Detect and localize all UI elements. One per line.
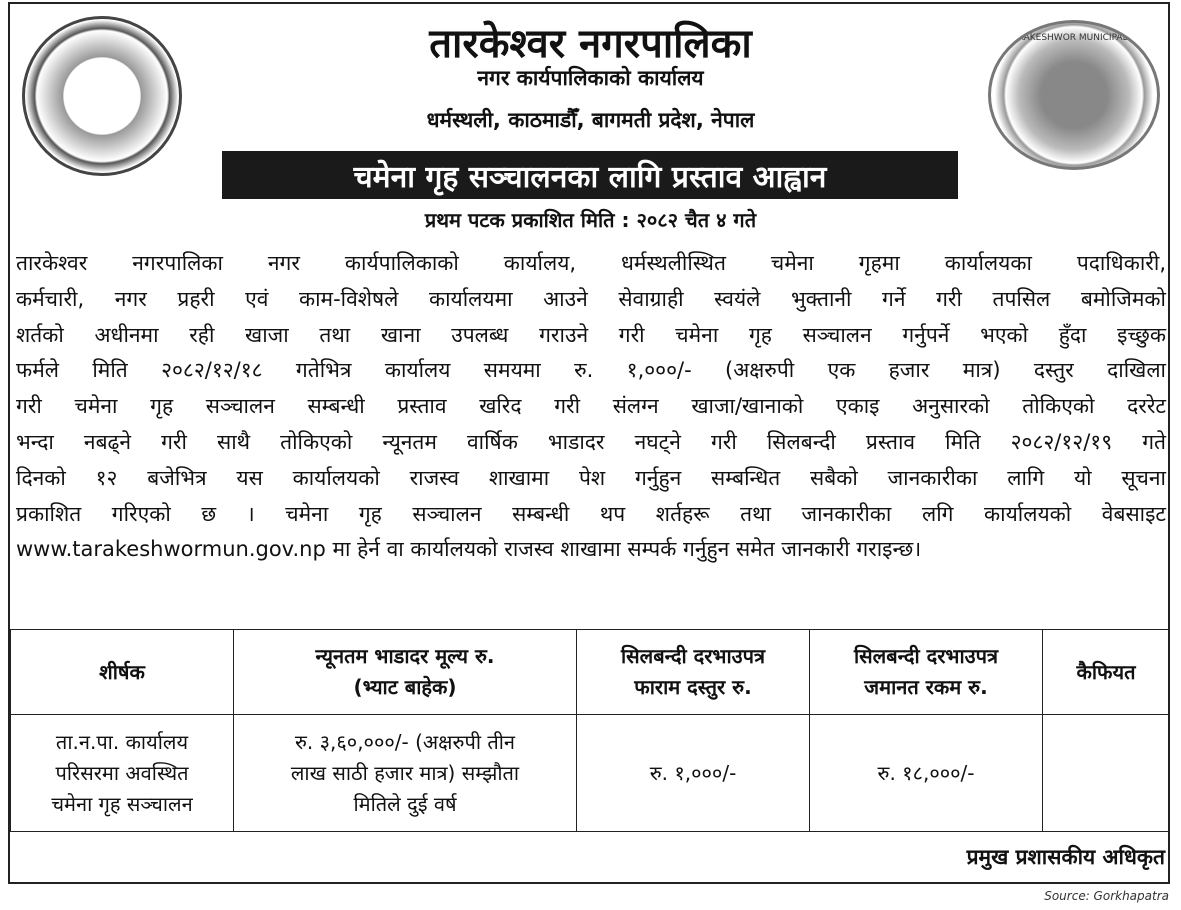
source-credit: Source: Gorkhapatra bbox=[1044, 889, 1169, 903]
table-header-row bbox=[11, 630, 1170, 715]
cell-form-fee: रु. १,०००/- bbox=[577, 715, 810, 832]
notice-body bbox=[16, 246, 1166, 568]
header-title: शीर्षक bbox=[11, 630, 234, 715]
body-line: गरी चमेना गृह सञ्चालन सम्बन्धी प्रस्ताव खरिद गरी संलग्न खाजा/खानाको एकाइ अनुसारको तोकिएको दररेट bbox=[16, 394, 1166, 419]
municipality-title: तारकेश्वर नगरपालिका bbox=[429, 21, 752, 67]
cell-deposit: रु. १८,०००/- bbox=[810, 715, 1043, 832]
body-line: प्रकाशित गरिएको छ । चमेना गृह सञ्चालन सम्बन्धी थप शर्तहरू तथा जानकारीका लगि कार्यालयको वेबसाइट bbox=[16, 501, 1166, 526]
cell-remarks bbox=[1043, 715, 1170, 832]
office-address: धर्मस्थली, काठमाडौँ, बागमती प्रदेश, नेपाल bbox=[426, 108, 755, 132]
header-remarks: कैफियत bbox=[1043, 630, 1170, 715]
office-name: नगर कार्यपालिकाको कार्यालय bbox=[477, 66, 704, 90]
table-row bbox=[11, 715, 1170, 832]
header-deposit: सिलबन्दी दरभाउपत्र जमानत रकम रु. bbox=[810, 630, 1043, 715]
logo-text: TARAKESHWOR MUNICIPALITY bbox=[1006, 33, 1142, 43]
cell-title: ता.न.पा. कार्यालय परिसरमा अवस्थित चमेना गृह सञ्चालन bbox=[11, 715, 234, 832]
signatory: प्रमुख प्रशासकीय अधिकृत bbox=[966, 845, 1165, 869]
body-line-website: www.tarakeshwormun.gov.np मा हेर्न वा कार्यालयको राजस्व शाखामा सम्पर्क गर्नुहुन समेत जानकारी गराइन्छ। bbox=[16, 537, 922, 562]
body-line: फर्मले मिति २०८२/१२/१८ गतेभित्र कार्यालय समयमा रु. १,०००/- (अक्षरुपी एक हजार मात्र) दस्तुर दाखिला bbox=[16, 358, 1166, 383]
header-form-fee: सिलबन्दी दरभाउपत्र फाराम दस्तुर रु. bbox=[577, 630, 810, 715]
details-table bbox=[10, 629, 1170, 832]
cell-min-rent: रु. ३,६०,०००/- (अक्षरुपी तीन लाख साठी हजार मात्र) सम्झौता मिति‍ले दुई वर्ष bbox=[234, 715, 577, 832]
body-line: दिनको १२ बजेभित्र यस कार्यालयको राजस्व शाखामा पेश गर्नुहुन सम्बन्धित सबैको जानकारीका लागि यो सूचना bbox=[16, 465, 1166, 490]
body-line: कर्मचारी, नगर प्रहरी एवं काम-विशेषले कार्यालयमा आउने सेवाग्राही स्वयंले भुक्तानी गर्ने गरी तपसिल बमोजिमको bbox=[16, 286, 1166, 311]
header-min-rent: न्यूनतम भाडादर मूल्य रु. (भ्याट बाहेक) bbox=[234, 630, 577, 715]
body-line: भन्दा नबढ्ने गरी साथै तोकिएको न्यूनतम वार्षिक भाडादर नघट्ने गरी सिलबन्दी प्रस्ताव मिति २०८२/१२/१९ गते bbox=[16, 429, 1166, 454]
publication-date: प्रथम पटक प्रकाशित मिति : २०८२ चैत ४ गते bbox=[424, 208, 757, 232]
body-line: शर्तको अधीनमा रही खाजा तथा खाना उपलब्ध गराउने गरी चमेना गृह सञ्चालन गर्नुपर्ने भएको हुँदा इच्छुक bbox=[16, 322, 1166, 347]
body-line: तारकेश्वर नगरपालिका नगर कार्यपालिकाको कार्यालय, धर्मस्थलीस्थित चमेना गृहमा कार्यालयका पदाधिकारी, bbox=[16, 251, 1166, 275]
notice-banner: चमेना गृह सञ्चालनका लागि प्रस्ताव आह्वान bbox=[222, 151, 958, 199]
